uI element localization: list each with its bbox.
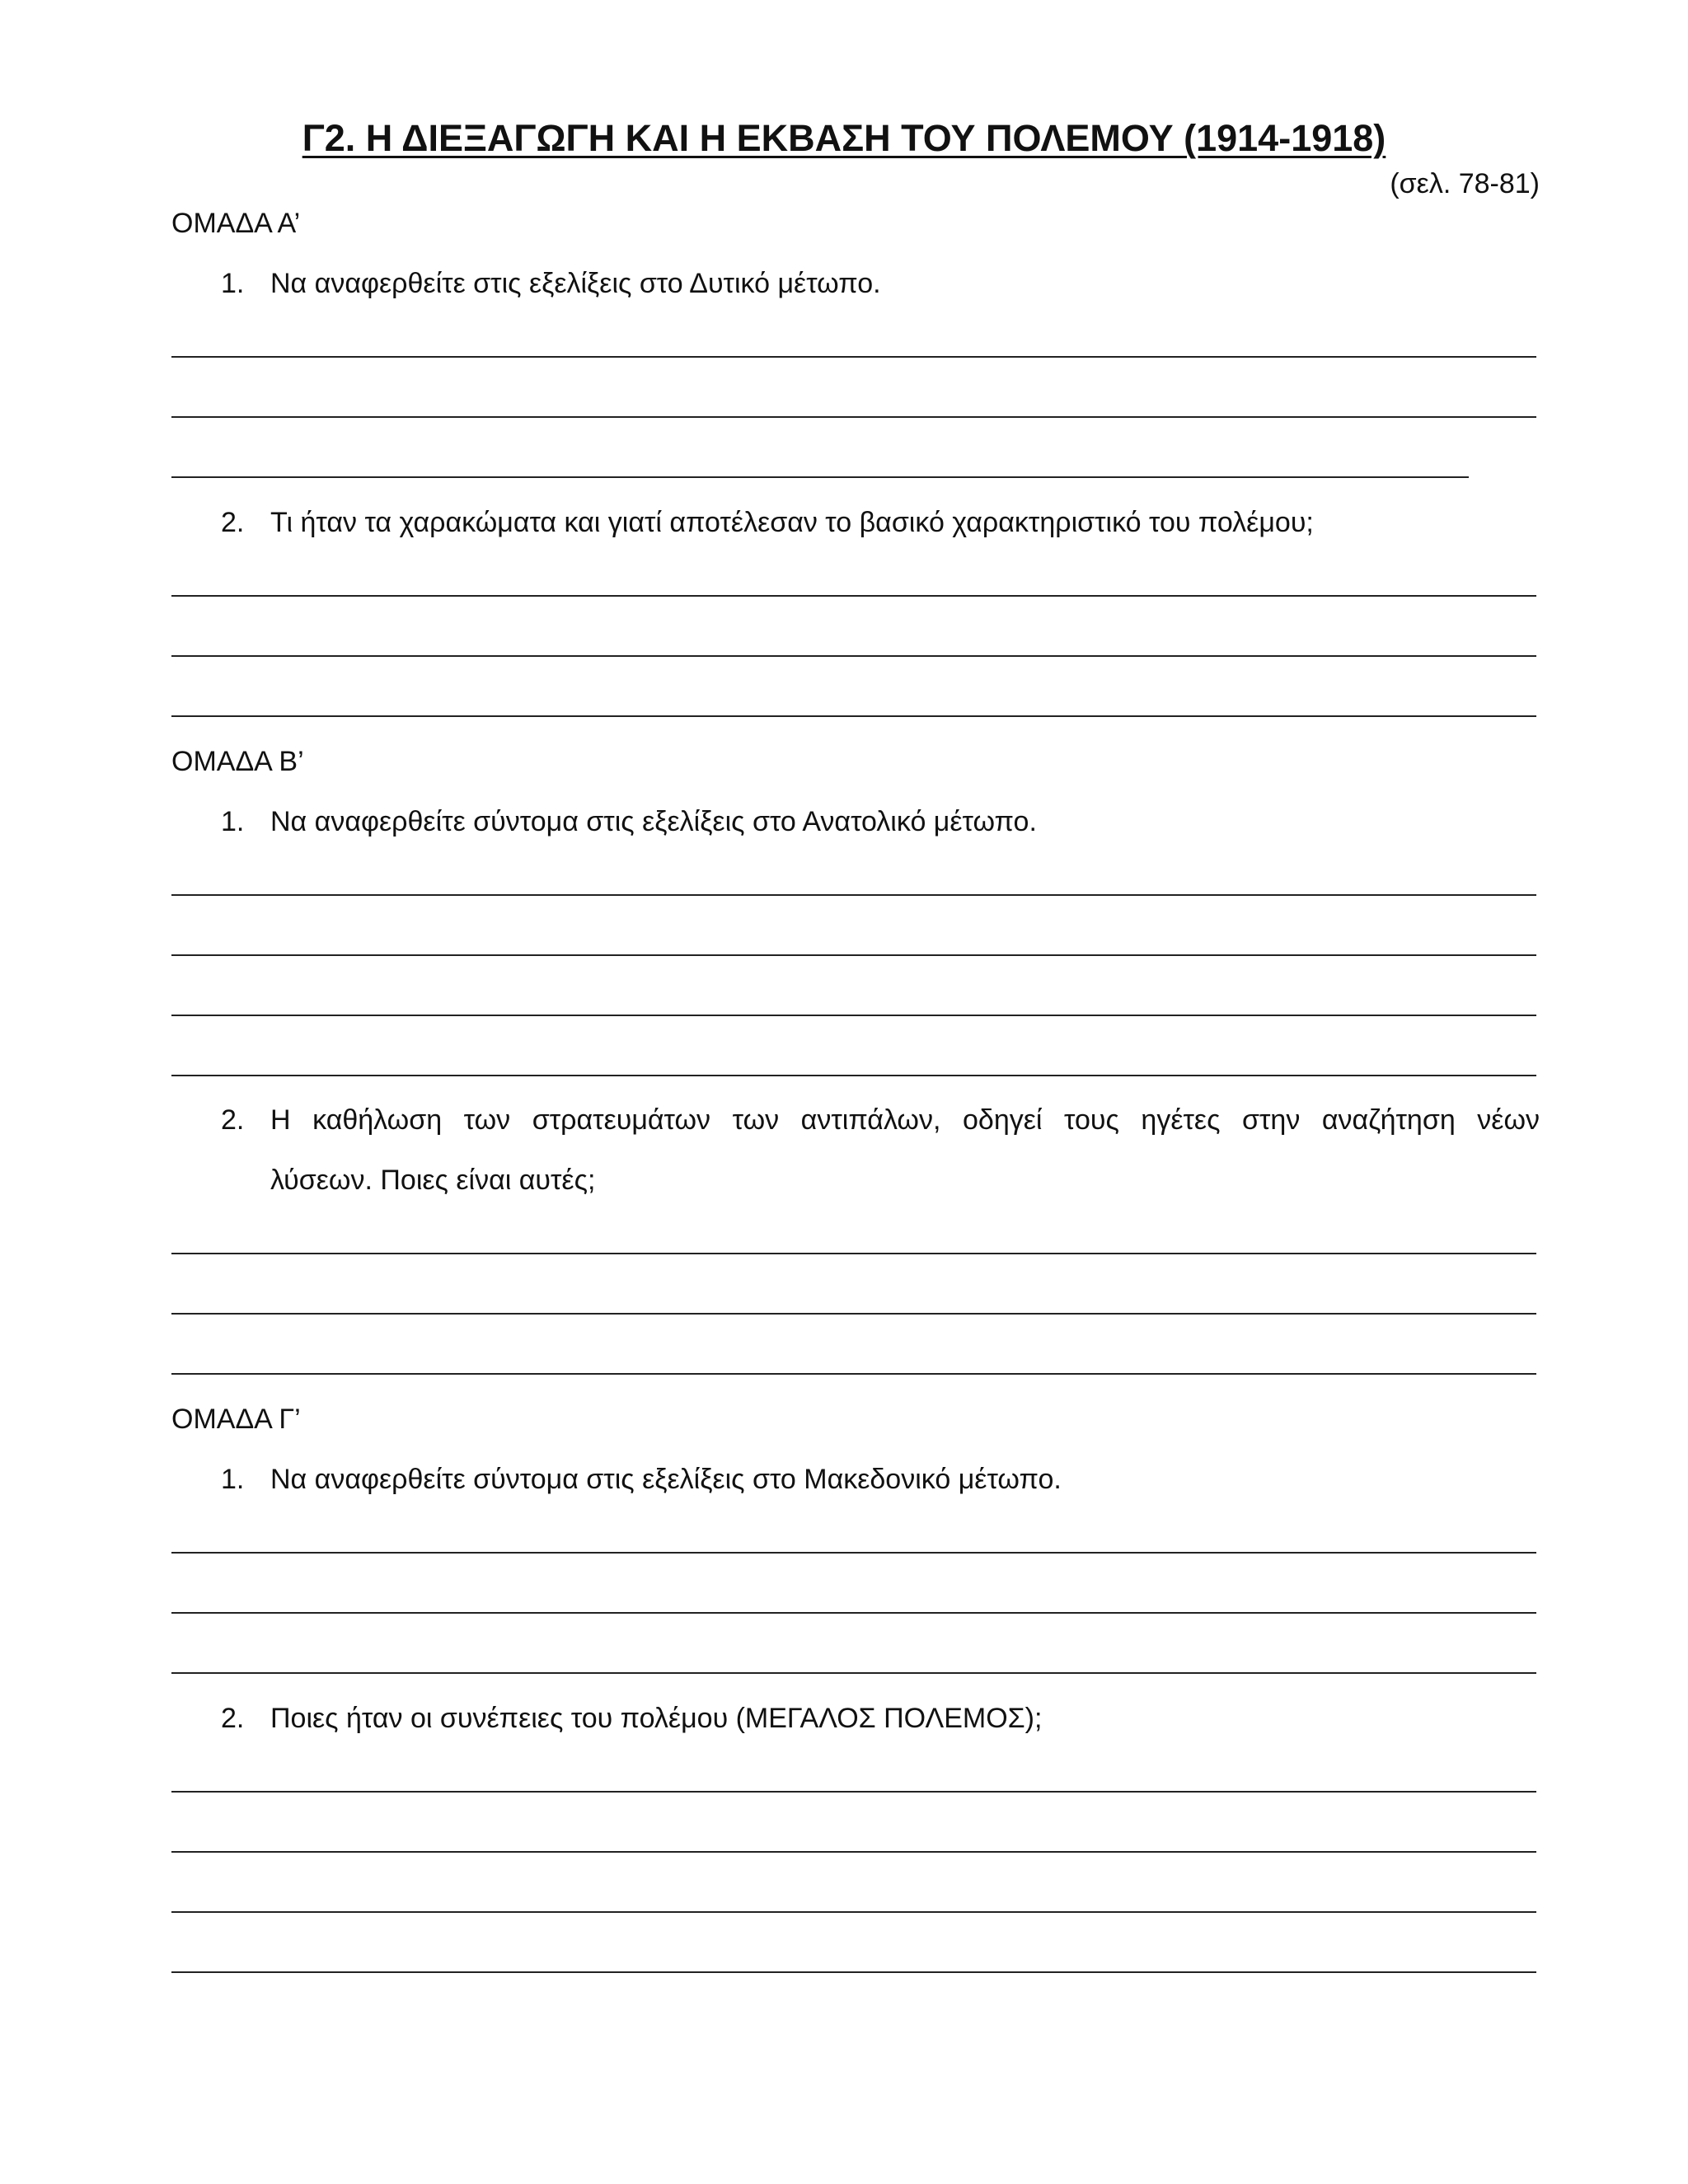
answer-line[interactable] [171,1971,1536,1973]
group-label-b: ΟΜΑΔΑ Β’ [171,746,304,777]
question-number: 1. [221,806,245,837]
question-text: Ποιες ήταν οι συνέπειες του πολέμου (ΜΕΓΑΛΟΣ ΠΟΛΕΜΟΣ); [270,1703,1043,1734]
question-text: Να αναφερθείτε σύντομα στις εξελίξεις στο Μακεδονικό μέτωπο. [270,1464,1062,1495]
answer-line[interactable] [171,595,1536,597]
question-number: 1. [221,1464,245,1495]
answer-line[interactable] [171,1075,1536,1076]
group-label-a: ΟΜΑΔΑ Α’ [171,208,301,239]
answer-line[interactable] [171,416,1536,418]
question-number: 2. [221,507,245,538]
question-text: Να αναφερθείτε στις εξελίξεις στο Δυτικό μέτωπο. [270,268,881,299]
question-text: Η καθήλωση των στρατευμάτων των αντιπάλων, οδηγεί τους ηγέτες στην αναζήτηση νέων [270,1104,1540,1136]
answer-line[interactable] [171,1791,1536,1793]
answer-line[interactable] [171,1552,1536,1554]
answer-line[interactable] [171,1851,1536,1853]
answer-line[interactable] [171,1911,1536,1913]
answer-line[interactable] [171,476,1469,478]
answer-line[interactable] [171,894,1536,896]
answer-line[interactable] [171,1373,1536,1375]
answer-line[interactable] [171,1253,1536,1254]
page-reference: (σελ. 78-81) [1390,168,1540,199]
answer-line[interactable] [171,1672,1536,1674]
answer-line[interactable] [171,1313,1536,1315]
answer-line[interactable] [171,1612,1536,1614]
group-label-c: ΟΜΑΔΑ Γ’ [171,1404,301,1435]
page-title: Γ2. Η ΔΙΕΞΑΓΩΓΗ ΚΑΙ Η ΕΚΒΑΣΗ ΤΟΥ ΠΟΛΕΜΟΥ (1914-1918) [302,117,1386,159]
answer-line[interactable] [171,954,1536,956]
answer-line[interactable] [171,356,1536,358]
question-number: 2. [221,1104,245,1136]
answer-line[interactable] [171,655,1536,657]
answer-line[interactable] [171,1015,1536,1016]
question-number: 2. [221,1703,245,1734]
answer-line[interactable] [171,715,1536,717]
question-text: Να αναφερθείτε σύντομα στις εξελίξεις στο Ανατολικό μέτωπο. [270,806,1037,837]
question-number: 1. [221,268,245,299]
question-text-continued: λύσεων. Ποιες είναι αυτές; [270,1165,596,1196]
question-text: Τι ήταν τα χαρακώματα και γιατί αποτέλεσαν το βασικό χαρακτηριστικό του πολέμου; [270,507,1314,538]
